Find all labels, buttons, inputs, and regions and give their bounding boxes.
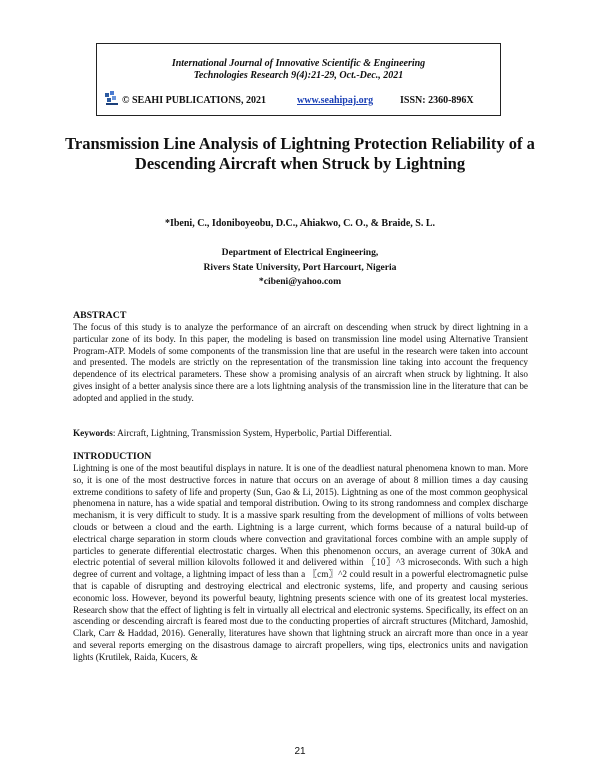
author-list: *Ibeni, C., Idoniboyeobu, D.C., Ahiakwo, C. O., & Braide, S. L. — [164, 218, 436, 229]
abstract-heading: ABSTRACT — [73, 310, 127, 321]
publisher-website-link[interactable]: www.seahipaj.org — [297, 95, 374, 106]
introduction-heading: INTRODUCTION — [73, 451, 152, 462]
keywords-text: : Aircraft, Lightning, Transmission System, Hyperbolic, Partial Differential. — [112, 428, 392, 438]
affiliation-department: Department of Electrical Engineering, — [221, 247, 379, 258]
abstract-text: The focus of this study is to analyze the performance of an aircraft on descending when struck by direct lightning in a particular zone of its body. In this paper, the modeling is based on transmission line model using Alternative Transient Program-ATP. Models of some components of the transmission line that are useful in the research were taken into account and presented. The models are strictly on the representation of the transmission line taking into account the frequency dependence of its electrical parameters. These show a promising analysis of an aircraft when struck by lightning. It also gives insight of a better analysis since there are a lots lightning analysis of the transmission line in the literature that can be adopted and applied in the study. — [73, 322, 528, 403]
paper-title: Transmission Line Analysis of Lightning Protection Reliability of a Descending Aircraft when Struck by Lightning — [65, 134, 535, 173]
introduction-text: Lightning is one of the most beautiful displays in nature. It is one of the deadliest natural phenomena known to man. More so, it is one of the most destructive forces in nature that occurs on an average of about 8 million times a day causing extreme conditions to safety of life and property (Sun, Gao & Li, 2015). Lightning as one of the most common geophysical phenomena in nature, has a wide spatial and temporal distribution. Owing to its strong randomness and complex discharge mechanism, it is very difficult to study. It is a massive spark resulting from the development of millions of volts between clouds or between a cloud and the earth. Lightning is a large current, which forms because of a natural build-up of electrical charge separation in storm clouds where convection and gravitational forces combine with an ample supply of particles to generate differential electrostatic charges. When this phenomenon occurs, an average current of 30kA and electric potential of several million kilovolts followed it and delivered within 〖10〗^3 microseconds. With such a high degree of current and voltage, a lightning impact of less than a 〖cm〗^2 could result in a powerful electromagnetic pulse that is capable of disrupting and destroying electrical and electronic systems, life, and property and causing serious economic loss. However, beyond its powerful beauty, lightning presents science with one of its greatest local mysteries. Research show that the effect of lighting is felt in virtually all electrical and electronic systems. Specifically, its effect on an ascending or descending aircraft is feared most due to the conducting properties of aircraft structures (Mitchard, Jamoshid, Clark, Carr & Haddad, 2016). Generally, literatures have shown that lightning struck an aircraft more than once in a year and several reports emerging on the disastrous damage to aircraft propellers, wing tips, electronics units and navigation lights (Krutilek, Raida, Kucers, & — [73, 463, 528, 662]
publisher-row — [97, 94, 500, 108]
seahi-logo-icon — [104, 90, 120, 108]
keywords-line — [73, 428, 528, 440]
page-number: 21 — [294, 746, 306, 757]
author-email: *cibeni@yahoo.com — [258, 276, 342, 287]
journal-name-line1: International Journal of Innovative Scientific & Engineering — [171, 58, 426, 69]
journal-name-line2: Technologies Research 9(4):21-29, Oct.-Dec., 2021 — [193, 70, 404, 81]
journal-header-box — [96, 43, 501, 116]
publisher-name: © SEAHI PUBLICATIONS, 2021 — [122, 95, 266, 106]
issn-number: ISSN: 2360-896X — [400, 95, 474, 106]
keywords-label: Keywords — [73, 428, 113, 438]
affiliation-university: Rivers State University, Port Harcourt, Nigeria — [203, 262, 397, 273]
